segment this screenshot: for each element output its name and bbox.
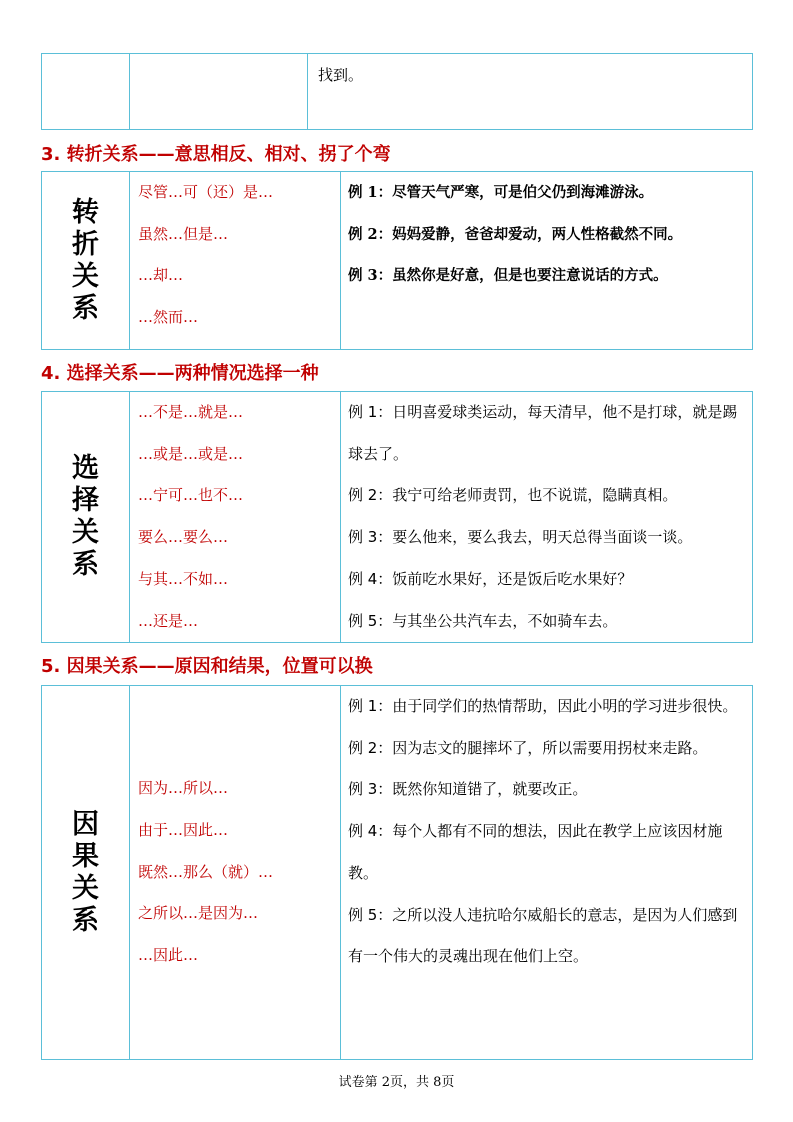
example: 例 3：既然你知道错了，就要改正。 bbox=[348, 780, 588, 799]
relation-label: 选择关系 bbox=[72, 453, 99, 580]
example: 例 5：之所以没人违抗哈尔威船长的意志，是因为人们感到有一个伟大的灵魂出现在他们上空。 bbox=[348, 905, 738, 966]
example-text: 找到。 bbox=[318, 66, 364, 84]
example: 例 1：日明喜爱球类运动，每天清早，他不是打球，就是踢球去了。 bbox=[348, 403, 738, 463]
conjunction: 因为…所以… bbox=[138, 779, 229, 798]
conjunction: …然而… bbox=[138, 308, 199, 327]
example: 例 1：尽管天气严寒，可是伯父仍到海滩游泳。 bbox=[348, 184, 654, 201]
conjunction: 虽然…但是… bbox=[138, 224, 229, 243]
relation-label: 转折关系 bbox=[72, 196, 99, 324]
conjunction: 由于…因此… bbox=[138, 820, 229, 839]
example: 例 4：每个人都有不同的想法，因此在教学上应该因材施教。 bbox=[348, 822, 723, 882]
section-heading: 3. 转折关系——意思相反、相对、拐了个弯 bbox=[41, 144, 391, 165]
example: 例 5：与其坐公共汽车去，不如骑车去。 bbox=[348, 611, 618, 630]
continued-table bbox=[41, 53, 753, 130]
conjunction-cell bbox=[130, 54, 308, 129]
conjunction-list bbox=[130, 172, 341, 349]
conjunction: 尽管…可（还）是… bbox=[138, 183, 274, 201]
section-heading: 5. 因果关系——原因和结果，位置可以换 bbox=[41, 656, 373, 677]
section-table-contrast bbox=[41, 171, 753, 350]
example-list bbox=[341, 686, 752, 1059]
example: 例 2：妈妈爱静，爸爸却爱动，两人性格截然不同。 bbox=[348, 225, 683, 243]
section-table-cause bbox=[41, 685, 753, 1060]
conjunction: 与其…不如… bbox=[138, 569, 229, 588]
section-table-choice bbox=[41, 391, 753, 643]
conjunction-list bbox=[130, 686, 341, 1059]
conjunction: …或是…或是… bbox=[138, 444, 244, 463]
example: 例 4：饭前吃水果好，还是饭后吃水果好？ bbox=[348, 569, 633, 588]
conjunction: …还是… bbox=[138, 611, 199, 630]
section-heading: 4. 选择关系——两种情况选择一种 bbox=[41, 363, 319, 384]
label-cell bbox=[42, 392, 130, 642]
example-list bbox=[341, 172, 752, 349]
label-cell bbox=[42, 54, 130, 129]
conjunction: 既然…那么（就）… bbox=[138, 862, 274, 881]
conjunction: 要么…要么… bbox=[138, 528, 229, 547]
example-list bbox=[341, 392, 752, 642]
conjunction-list bbox=[130, 392, 341, 642]
conjunction: …不是…就是… bbox=[138, 403, 244, 421]
conjunction: …宁可…也不… bbox=[138, 486, 244, 505]
conjunction: …因此… bbox=[138, 946, 199, 965]
example: 例 3：要么他来，要么我去，明天总得当面谈一谈。 bbox=[348, 528, 693, 547]
example-cell bbox=[308, 54, 752, 129]
example: 例 1：由于同学们的热情帮助，因此小明的学习进步很快。 bbox=[348, 697, 738, 715]
label-cell bbox=[42, 686, 130, 1059]
example: 例 2：我宁可给老师责罚，也不说谎，隐瞒真相。 bbox=[348, 486, 678, 505]
example: 例 2：因为志文的腿摔坏了，所以需要用拐杖来走路。 bbox=[348, 738, 708, 757]
example: 例 3：虽然你是好意，但是也要注意说话的方式。 bbox=[348, 267, 668, 285]
page-footer: 试卷第 2页，共 8页 bbox=[338, 1075, 455, 1090]
conjunction: …却… bbox=[138, 266, 184, 285]
label-cell bbox=[42, 172, 130, 349]
conjunction: 之所以…是因为… bbox=[138, 904, 259, 923]
relation-label: 因果关系 bbox=[72, 808, 99, 936]
